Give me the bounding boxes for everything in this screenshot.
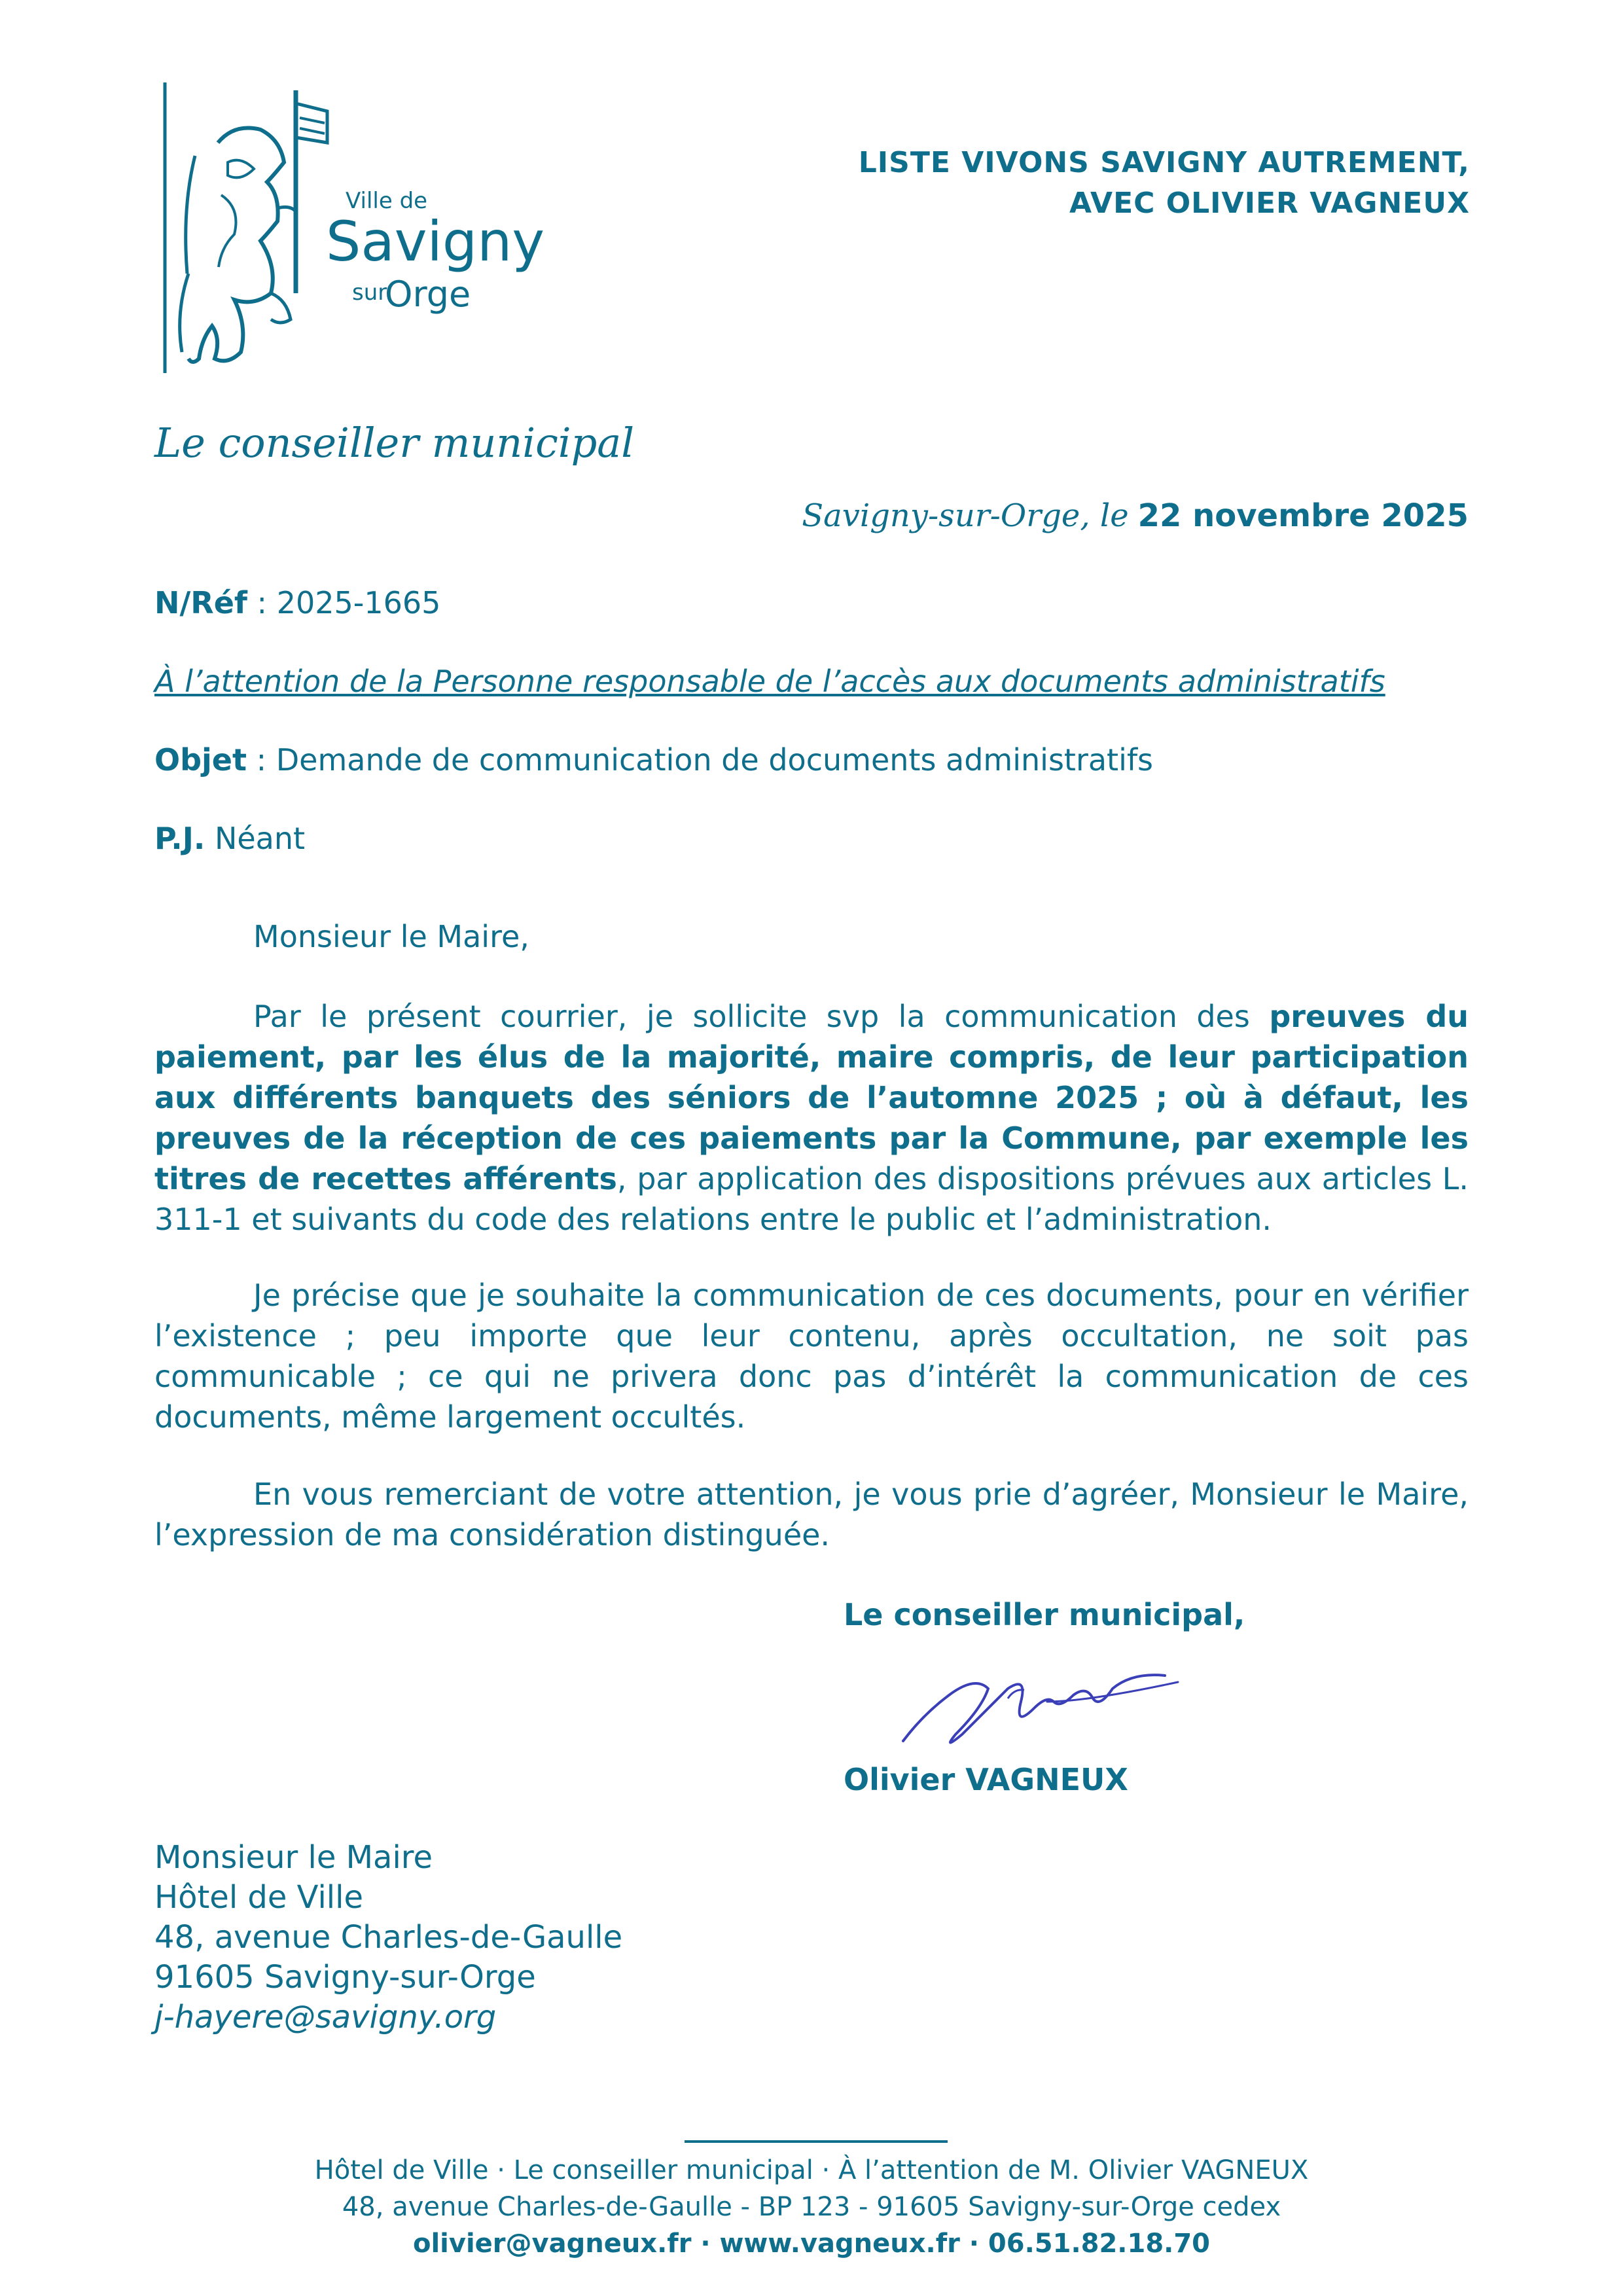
logo-text-ville: Ville de — [346, 188, 428, 214]
dateline — [802, 497, 1469, 534]
footer-contact[interactable]: olivier@vagneux.fr · www.vagneux.fr · 06.51.82.18.70 — [412, 2229, 1211, 2259]
signature-name: Olivier VAGNEUX — [844, 1762, 1128, 1797]
sender-title: Le conseiller municipal — [154, 419, 635, 467]
recipient-line2: Hôtel de Ville — [154, 1879, 363, 1916]
logo-text-sur: sur — [352, 279, 387, 306]
attachment-line — [154, 818, 1469, 859]
city-logo — [156, 77, 545, 380]
recipient-email[interactable]: j-hayere@savigny.org — [154, 1999, 497, 2036]
salutation: Monsieur le Maire, — [253, 919, 529, 954]
list-header-line1: LISTE VIVONS SAVIGNY AUTREMENT, — [858, 146, 1470, 179]
dateline-place: Savigny-sur-Orge, le — [802, 497, 1129, 534]
attention-line: À l’attention de la Personne responsable de l’accès aux documents administratifs — [154, 664, 1385, 699]
recipient-line1: Monsieur le Maire — [154, 1839, 433, 1876]
recipient-line4: 91605 Savigny-sur-Orge — [154, 1959, 536, 1996]
logo-text-savigny: Savigny — [326, 209, 545, 274]
recipient-address — [154, 1838, 622, 2037]
list-header-line2: AVEC OLIVIER VAGNEUX — [1069, 187, 1470, 220]
dateline-date: 22 novembre 2025 — [1137, 497, 1469, 534]
body-paragraph-3: En vous remerciant de votre attention, je vous prie d’agréer, Monsieur le Maire, l’expression de ma considération distinguée. — [154, 1477, 1469, 1552]
list-header — [859, 143, 1470, 224]
object-value: Demande de communication de documents administratifs — [276, 742, 1154, 778]
body-paragraph-1 — [154, 996, 1469, 1240]
footer-line1: Hôtel de Ville · Le conseiller municipal · À l’attention de M. Olivier VAGNEUX — [314, 2155, 1309, 2185]
reference-label: N/Réf — [154, 585, 247, 620]
reference-separator: : — [247, 585, 277, 620]
paragraph1-part1: Par le présent courrier, je sollicite svp la communication des — [253, 999, 1270, 1034]
footer-line2: 48, avenue Charles-de-Gaulle - BP 123 - 91605 Savigny-sur-Orge cedex — [342, 2192, 1281, 2222]
paragraph1-bold: preuves du paiement, par les élus de la majorité, maire compris, de leur participation aux différents banquets des séniors de l’automne 2025 ; où à défaut, les preuves de la réception de ces paiements par la Commune, par exemple les titres de recettes afférents — [154, 999, 1469, 1196]
reference-value: 2025-1665 — [276, 585, 441, 620]
signature-title: Le conseiller municipal, — [844, 1597, 1245, 1632]
reference-line — [154, 583, 1469, 623]
paragraph1-part2: , par application des dispositions prévues aux articles L. 311-1 et suivants du code des relations entre le public et l’administration. — [154, 1161, 1469, 1237]
handwritten-signature-icon — [877, 1636, 1191, 1767]
attachment-label: P.J. — [154, 821, 205, 856]
lion-heraldic-logo-icon — [156, 77, 545, 380]
logo-text-orge: Orge — [385, 274, 471, 315]
body-paragraph-2: Je précise que je souhaite la communication de ces documents, pour en vérifier l’existence ; peu importe que leur contenu, après occultation, ne soit pas communicable ; ce qui ne privera donc pas d’intérêt la communication de ces documents, même largement occultés. — [154, 1278, 1469, 1435]
footer-divider — [685, 2140, 948, 2143]
object-label: Objet — [154, 742, 247, 778]
footer — [0, 2152, 1623, 2262]
object-line — [154, 740, 1469, 780]
recipient-line3: 48, avenue Charles-de-Gaulle — [154, 1919, 623, 1956]
attachment-value: Néant — [205, 821, 306, 856]
object-separator: : — [247, 742, 276, 778]
